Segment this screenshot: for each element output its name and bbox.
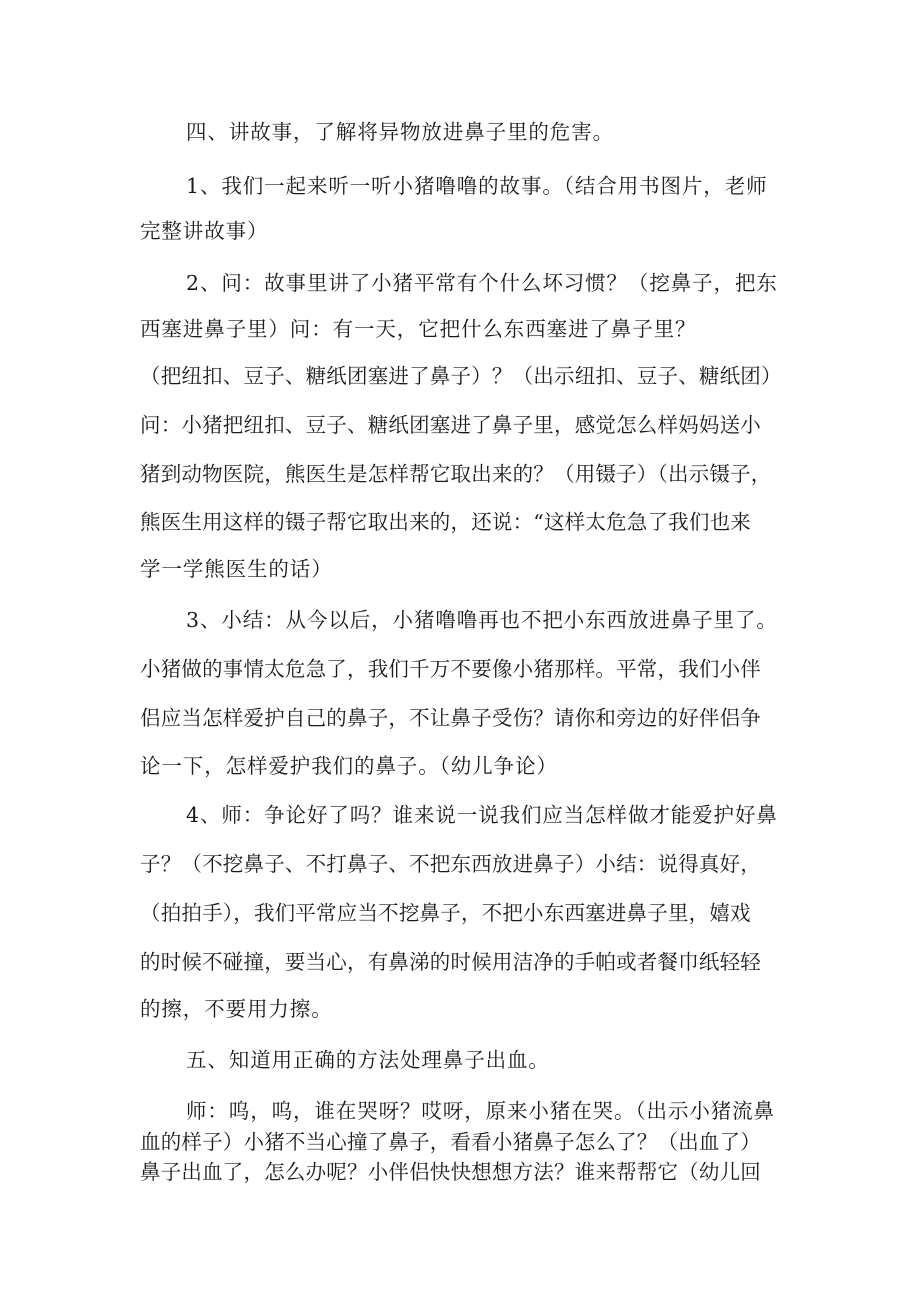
section-5-para-line-2: 血的样子）小猪不当心撞了鼻子，看看小猪鼻子怎么了？（出血了）: [140, 1130, 761, 1154]
item-3-line-1: 3、小结：从今以后，小猪噜噜再也不把小东西放进鼻子里了。: [186, 608, 778, 632]
item-1-line-2: 完整讲故事）: [140, 219, 269, 243]
item-3-line-3: 侣应当怎样爱护自己的鼻子，不让鼻子受伤？请你和旁边的好伴侣争: [140, 706, 761, 730]
item-4-line-3: （拍拍手），我们平常应当不挖鼻子，不把小东西塞进鼻子里，嬉戏: [140, 901, 751, 925]
item-2-line-5: 猪到动物医院，熊医生是怎样帮它取出来的？（用镊子）（出示镊子，: [140, 462, 772, 486]
item-2-line-2: 西塞进鼻子里）问：有一天，它把什么东西塞进了鼻子里？: [140, 317, 697, 341]
item-4-line-4: 的时候不碰撞，要当心，有鼻涕的时候用洁净的手帕或者餐巾纸轻轻: [140, 950, 761, 974]
item-3-line-4: 论一下，怎样爱护我们的鼻子。（幼儿争论）: [140, 754, 558, 778]
item-4-line-5: 的擦，不要用力擦。: [140, 997, 333, 1021]
item-2-line-1: 2、问：故事里讲了小猪平常有个什么坏习惯？（挖鼻子，把东: [186, 271, 778, 295]
item-3-line-2: 小猪做的事情太危急了，我们千万不要像小猪那样。平常，我们小伴: [140, 657, 761, 681]
section-5-para-line-1: 师：呜，呜，谁在哭呀？哎呀，原来小猪在哭。（出示小猪流鼻: [186, 1099, 775, 1123]
section-4-heading: 四、讲故事，了解将异物放进鼻子里的危害。: [186, 120, 614, 144]
section-5-para-line-3: 鼻子出血了，怎么办呢？小伴侣快快想想方法？谁来帮帮它（幼儿回: [140, 1160, 761, 1184]
item-1-line-1: 1、我们一起来听一听小猪噜噜的故事。（结合用书图片，老师: [186, 174, 768, 198]
section-5-heading: 五、知道用正确的方法处理鼻子出血。: [186, 1048, 550, 1072]
item-2-line-7: 学一学熊医生的话）: [140, 557, 333, 581]
item-2-line-6: 熊医生用这样的镊子帮它取出来的，还说：“这样太危急了我们也来: [140, 510, 751, 534]
item-4-line-1: 4、师：争论好了吗？谁来说一说我们应当怎样做才能爱护好鼻: [186, 803, 778, 827]
item-2-line-4: 问：小猪把纽扣、豆子、糖纸团塞进了鼻子里，感觉怎么样妈妈送小: [140, 413, 761, 437]
item-2-line-3: （把纽扣、豆子、糖纸团塞进了鼻子）？（出示纽扣、豆子、糖纸团）: [140, 364, 782, 388]
item-4-line-2: 子？（不挖鼻子、不打鼻子、不把东西放进鼻子）小结：说得真好，: [140, 852, 761, 876]
